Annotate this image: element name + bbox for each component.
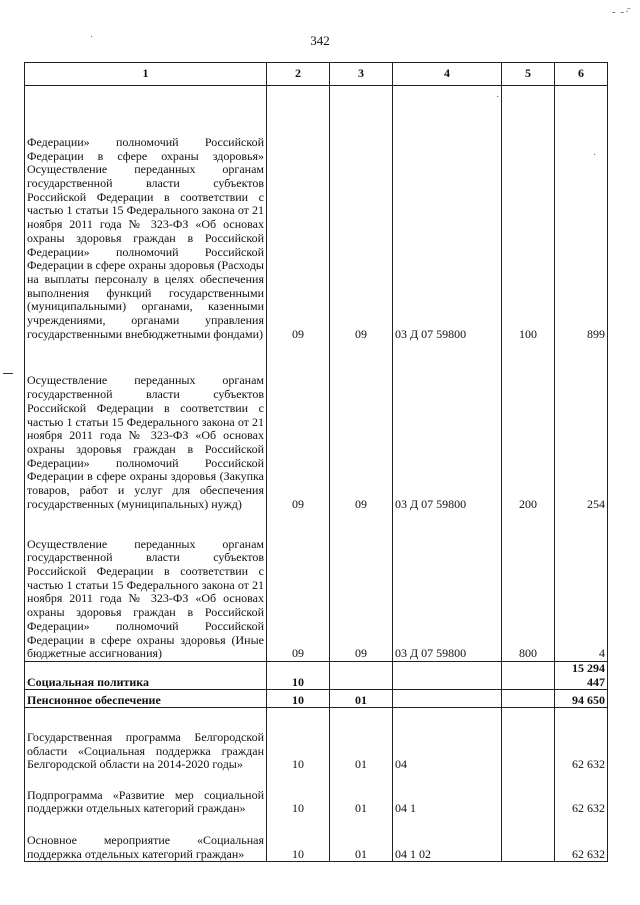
expense-type-code: [502, 816, 555, 862]
scan-mark: - -·̄: [612, 6, 630, 18]
subsection-code: 01: [330, 816, 393, 862]
target-article-code: 04 1 02: [393, 816, 502, 862]
subsection-code: 09: [330, 512, 393, 662]
subsection-code: 01: [330, 690, 393, 708]
column-header: 6: [555, 63, 608, 86]
scan-dot: ·: [90, 32, 94, 43]
table-header-row: [25, 63, 608, 86]
section-code: 10: [267, 690, 330, 708]
amount: 4: [555, 512, 608, 662]
expense-type-code: [502, 708, 555, 772]
amount: 94 650: [555, 690, 608, 708]
target-article-code: 03 Д 07 59800: [393, 512, 502, 662]
expense-type-code: [502, 662, 555, 690]
amount: 899: [555, 86, 608, 342]
table-row: [25, 708, 608, 772]
expense-type-code: 100: [502, 86, 555, 342]
expense-type-code: [502, 690, 555, 708]
section-code: 09: [267, 86, 330, 342]
section-code: 10: [267, 708, 330, 772]
target-article-code: 03 Д 07 59800: [393, 86, 502, 342]
row-name: Социальная политика: [25, 662, 267, 690]
row-name: Подпрограмма «Развитие мер социальной поддержки отдельных категорий граждан»: [25, 772, 267, 816]
page-number: 342: [310, 33, 330, 48]
scan-mark: [3, 373, 13, 374]
section-code: 10: [267, 772, 330, 816]
target-article-code: 03 Д 07 59800: [393, 342, 502, 512]
column-header: 5: [502, 63, 555, 86]
table-row: [25, 342, 608, 512]
column-header: 4: [393, 63, 502, 86]
row-name: Основное мероприятие «Социальная поддержка отдельных категорий граждан»: [25, 816, 267, 862]
subsection-code: 09: [330, 342, 393, 512]
table-row: [25, 512, 608, 662]
target-article-code: [393, 662, 502, 690]
table-row-section: [25, 662, 608, 690]
amount: 254: [555, 342, 608, 512]
budget-table: [24, 62, 608, 862]
table-row: [25, 86, 608, 342]
subsection-code: [330, 662, 393, 690]
subsection-code: 01: [330, 772, 393, 816]
section-code: 10: [267, 816, 330, 862]
subsection-code: 01: [330, 708, 393, 772]
column-header: 1: [25, 63, 267, 86]
column-header: 3: [330, 63, 393, 86]
scan-dot: ·: [496, 92, 500, 103]
subsection-code: 09: [330, 86, 393, 342]
column-header: 2: [267, 63, 330, 86]
section-code: 09: [267, 512, 330, 662]
table-row-subsection: [25, 690, 608, 708]
target-article-code: 04: [393, 708, 502, 772]
row-name: Государственная программа Белгородской области «Социальная поддержка граждан Белгородской области на 2014-2020 годы»: [25, 708, 267, 772]
expense-type-code: 800: [502, 512, 555, 662]
table-row: [25, 772, 608, 816]
row-name: Пенсионное обеспечение: [25, 690, 267, 708]
amount: 62 632: [555, 816, 608, 862]
scan-dot: ·: [593, 150, 597, 161]
row-name: Федерации» полномочий Российской Федерации в сфере охраны здоровья» Осуществление переданных органам государственной власти субъектов Российской Федерации в соответствии с частью 1 статьи 15 Федерального закона от 21 ноября 2011 года № 323-ФЗ «Об основах охраны здоровья граждан в Российской Федерации» полномочий Российской Федерации в сфере охраны здоровья (Расходы на выплаты персоналу в целях обеспечения выполнения функций государственными (муниципальными) органами, казенными учреждениями, органами управления государственными внебюджетными фондами): [25, 86, 267, 342]
table-row: [25, 816, 608, 862]
expense-type-code: [502, 772, 555, 816]
row-name: Осуществление переданных органам государственной власти субъектов Российской Федерации в соответствии с частью 1 статьи 15 Федерального закона от 21 ноября 2011 года № 323-ФЗ «Об основах охраны здоровья граждан в Российской Федерации» полномочий Российской Федерации в сфере охраны здоровья (Иные бюджетные ассигнования): [25, 512, 267, 662]
row-name: Осуществление переданных органам государственной власти субъектов Российской Федерации в соответствии с частью 1 статьи 15 Федерального закона от 21 ноября 2011 года № 323-ФЗ «Об основах охраны здоровья граждан в Российской Федерации» полномочий Российской Федерации в сфере охраны здоровья (Закупка товаров, работ и услуг для обеспечения государственных (муниципальных) нужд): [25, 342, 267, 512]
target-article-code: [393, 690, 502, 708]
amount: 62 632: [555, 772, 608, 816]
target-article-code: 04 1: [393, 772, 502, 816]
expense-type-code: 200: [502, 342, 555, 512]
amount: 15 294 447: [555, 662, 608, 690]
section-code: 10: [267, 662, 330, 690]
amount: 62 632: [555, 708, 608, 772]
section-code: 09: [267, 342, 330, 512]
